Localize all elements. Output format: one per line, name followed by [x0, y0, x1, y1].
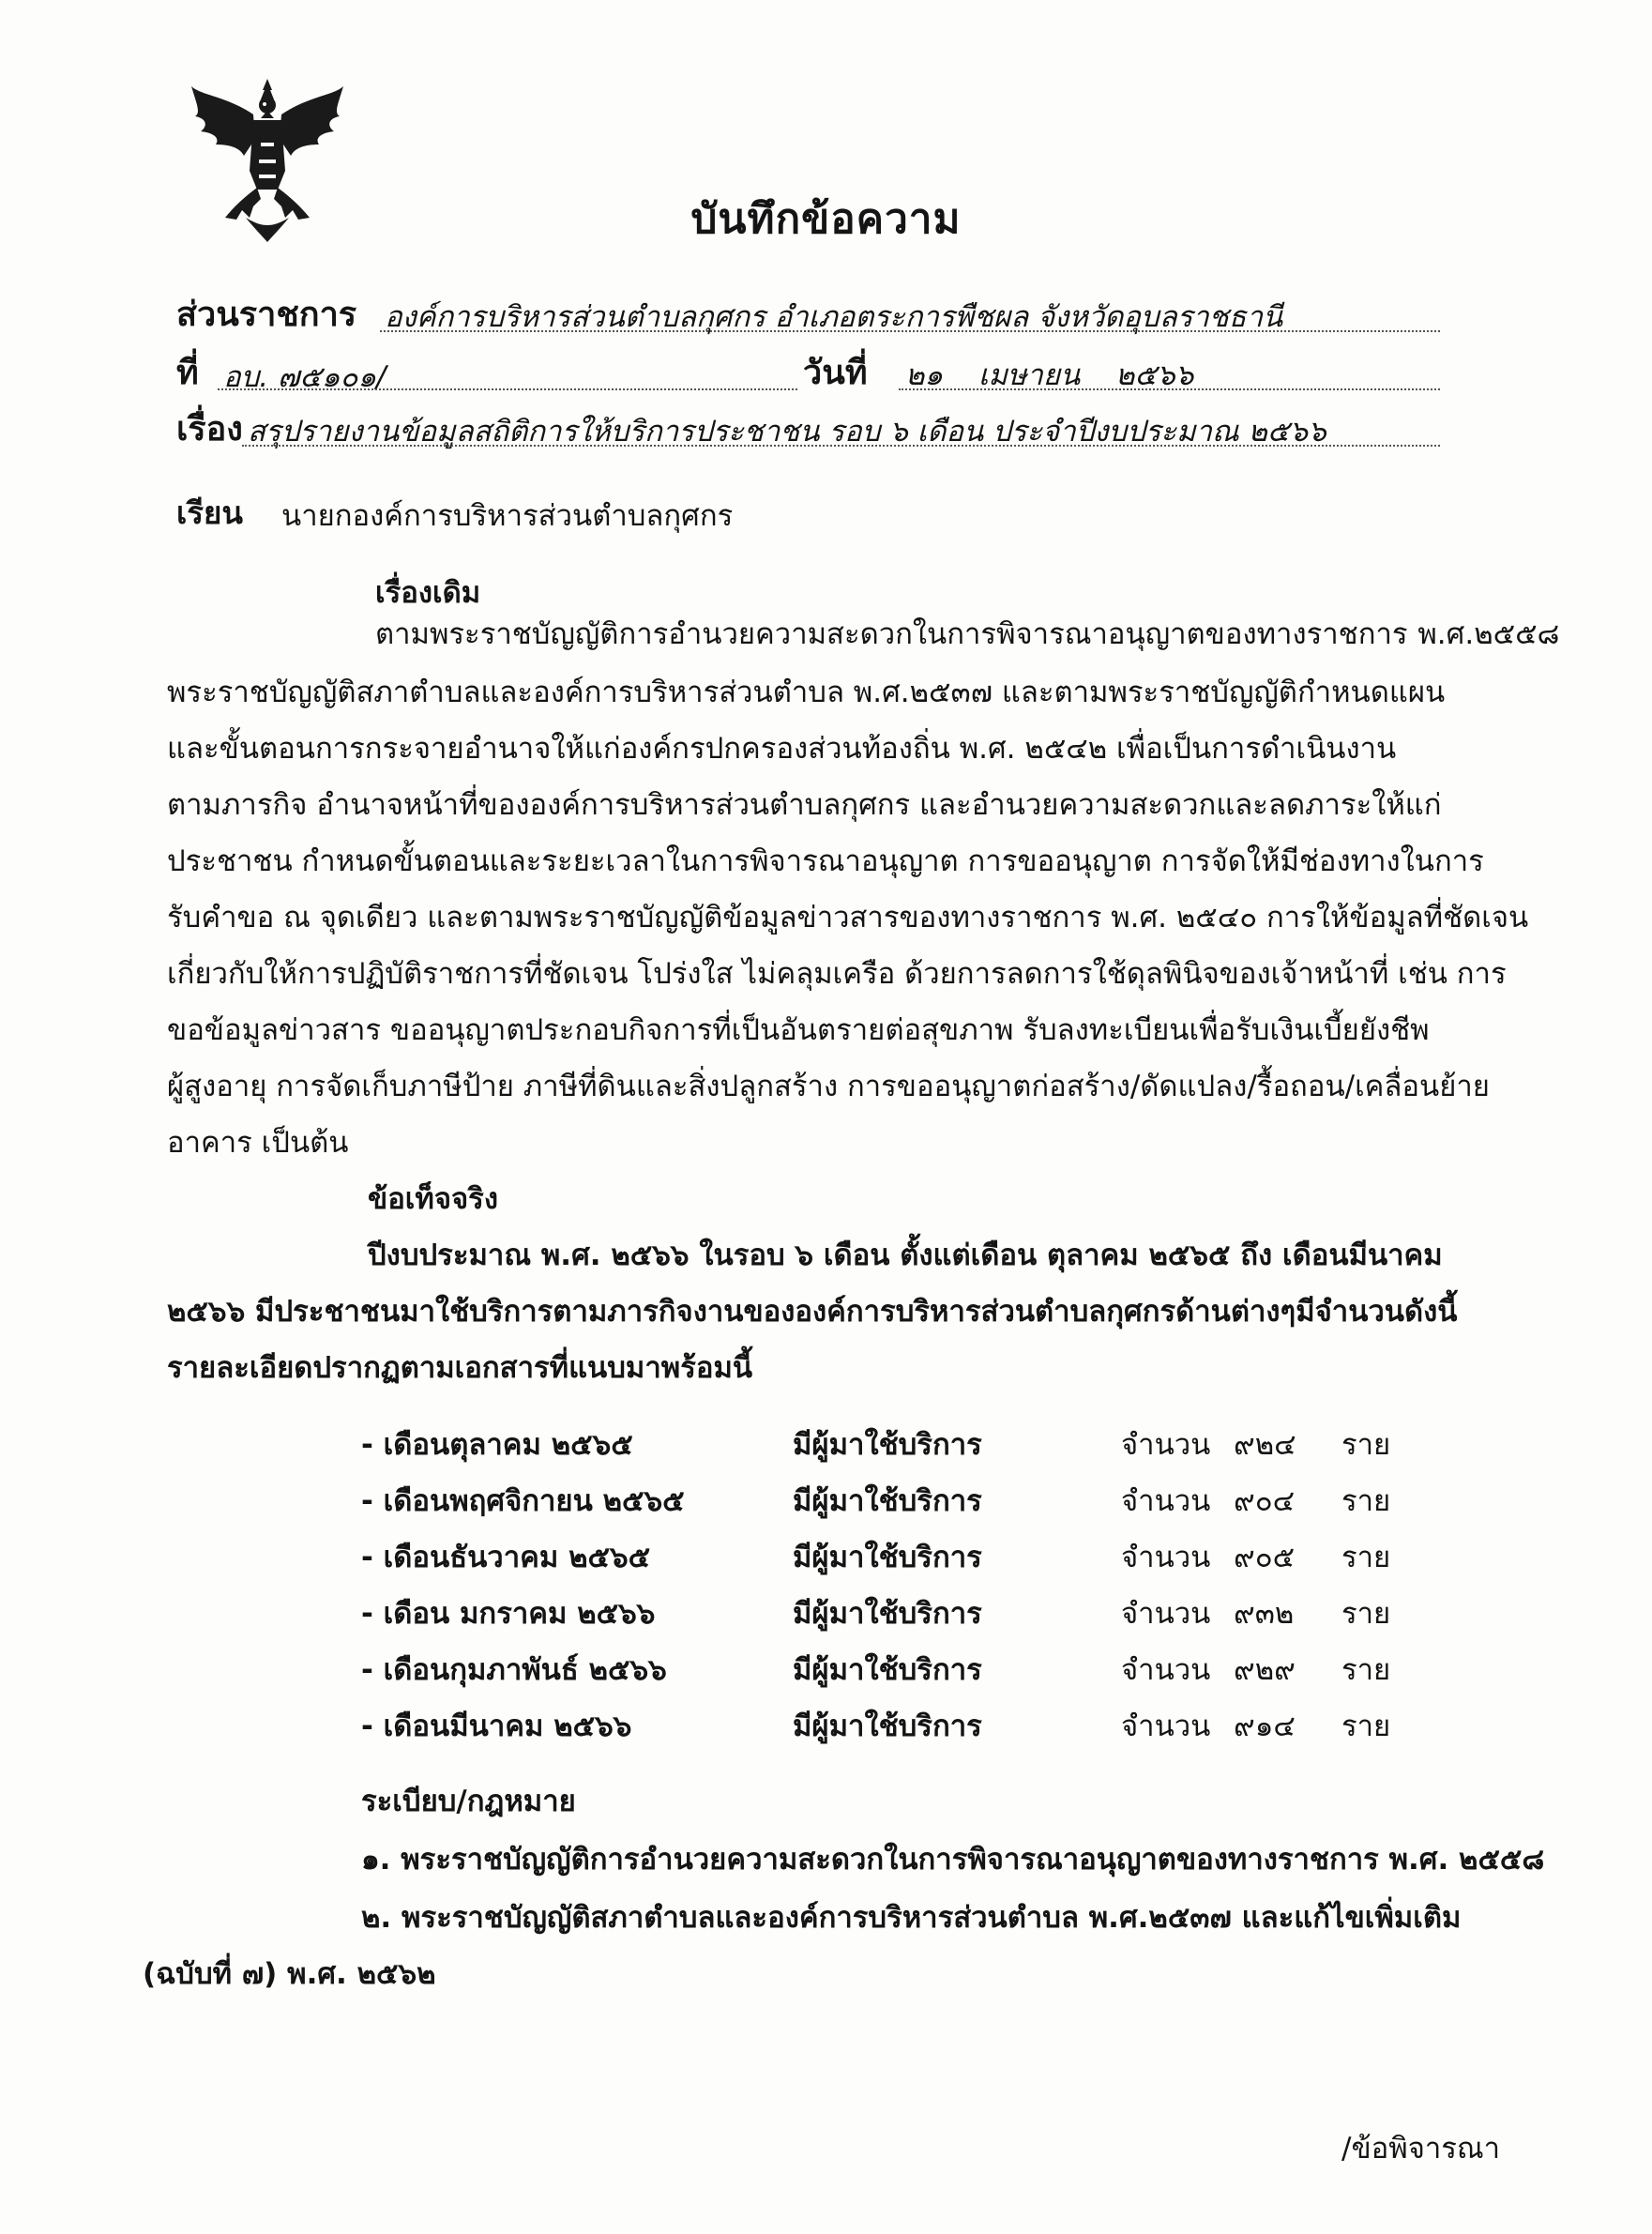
- background-line: และขั้นตอนการกระจายอำนาจให้แก่องค์กรปกครองส่วนท้องถิ่น พ.ศ. ๒๕๔๒ เพื่อเป็นการดำเนินงาน: [167, 732, 1397, 766]
- facts-heading: ข้อเท็จจริง: [368, 1182, 498, 1216]
- facts-line: รายละเอียดปรากฏตามเอกสารที่แนบมาพร้อมนี้: [167, 1351, 753, 1385]
- service-amount-label: จำนวน: [1121, 1541, 1211, 1574]
- background-line: ขอข้อมูลข่าวสาร ขออนุญาตประกอบกิจการที่เป็นอันตรายต่อสุขภาพ รับลงทะเบียนเพื่อรับเงินเบี้ยยังชีพ: [167, 1013, 1430, 1047]
- background-line: รับคำขอ ณ จุดเดียว และตามพระราชบัญญัติข้อมูลข่าวสารของทางราชการ พ.ศ. ๒๕๔๐ การให้ข้อมูลที่ชัดเจน: [167, 901, 1529, 935]
- service-amount-label: จำนวน: [1121, 1597, 1211, 1631]
- law-item-continuation: (ฉบับที่ ๗) พ.ศ. ๒๕๖๒: [143, 1957, 436, 1991]
- service-month: - เดือนตุลาคม ๒๕๖๕: [361, 1428, 633, 1462]
- law-item: ๑. พระราชบัญญัติการอำนวยความสะดวกในการพิจารณาอนุญาตของทางราชการ พ.ศ. ๒๕๕๘: [361, 1843, 1545, 1877]
- service-month: - เดือน มกราคม ๒๕๖๖: [361, 1597, 656, 1631]
- facts-line: ปีงบประมาณ พ.ศ. ๒๕๖๖ ในรอบ ๖ เดือน ตั้งแต่เดือน ตุลาคม ๒๕๖๕ ถึง เดือนมีนาคม: [368, 1239, 1443, 1272]
- service-month: - เดือนพฤศจิกายน ๒๕๖๕: [361, 1484, 685, 1518]
- service-unit: ราย: [1341, 1428, 1391, 1462]
- service-unit: ราย: [1341, 1597, 1391, 1631]
- service-row: [361, 1421, 1412, 1462]
- background-heading: เรื่องเดิม: [375, 576, 481, 610]
- service-count: ๙๓๒: [1234, 1597, 1295, 1631]
- agency-label: ส่วนราชการ: [176, 296, 357, 334]
- background-line: ประชาชน กำหนดขั้นตอนและระยะเวลาในการพิจารณาอนุญาต การขออนุญาต การจัดให้มีช่องทางในการ: [167, 844, 1484, 878]
- service-unit: ราย: [1341, 1710, 1391, 1743]
- continued-marker: /ข้อพิจารณา: [1341, 2132, 1501, 2166]
- to-label: เรียน: [176, 494, 243, 531]
- service-amount-label: จำนวน: [1121, 1653, 1211, 1687]
- ref-label: ที่: [176, 354, 199, 392]
- service-month: - เดือนมีนาคม ๒๕๖๖: [361, 1710, 632, 1743]
- subject-value: สรุปรายงานข้อมูลสถิติการให้บริการประชาชน รอบ ๖ เดือน ประจำปีงบประมาณ ๒๕๖๖: [248, 415, 1326, 448]
- service-row: [361, 1646, 1412, 1687]
- service-count: ๙๑๔: [1234, 1710, 1296, 1743]
- service-row: [361, 1477, 1412, 1518]
- service-unit: ราย: [1341, 1653, 1391, 1687]
- service-count: ๙๐๔: [1234, 1484, 1296, 1518]
- background-line: ตามภารกิจ อำนาจหน้าที่ขององค์การบริหารส่วนตำบลกุศกร และอำนวยความสะดวกและลดภาระให้แก่: [167, 788, 1442, 822]
- subject-label: เรื่อง: [176, 410, 243, 448]
- to-value: นายกองค์การบริหารส่วนตำบลกุศกร: [281, 499, 734, 533]
- service-unit: ราย: [1341, 1484, 1391, 1518]
- subject-dotted-line: [242, 445, 1440, 447]
- ref-value: อบ. ๗๕๑๐๑/: [223, 360, 386, 394]
- service-count: ๙๒๙: [1234, 1653, 1296, 1687]
- service-desc: มีผู้มาใช้บริการ: [793, 1710, 982, 1743]
- background-line: อาคาร เป็นต้น: [167, 1126, 349, 1160]
- service-desc: มีผู้มาใช้บริการ: [793, 1428, 982, 1462]
- facts-line: ๒๕๖๖ มีประชาชนมาใช้บริการตามภารกิจงานขององค์การบริหารส่วนตำบลกุศกรด้านต่างๆมีจำนวนดังนี้: [167, 1295, 1458, 1329]
- agency-dotted-line: [380, 330, 1440, 332]
- service-count: ๙๒๔: [1234, 1428, 1296, 1462]
- background-line: ผู้สูงอายุ การจัดเก็บภาษีป้าย ภาษีที่ดินและสิ่งปลูกสร้าง การขออนุญาตก่อสร้าง/ดัดแปลง/รื้อถอน/เคลื่อนย้าย: [167, 1070, 1490, 1103]
- service-row: [361, 1589, 1412, 1631]
- date-value: ๒๑ เมษายน ๒๕๖๖: [905, 358, 1194, 392]
- agency-value: องค์การบริหารส่วนตำบลกุศกร อำเภอตระการพืชผล จังหวัดอุบลราชธานี: [385, 300, 1283, 334]
- background-line: พระราชบัญญัติสภาตำบลและองค์การบริหารส่วนตำบล พ.ศ.๒๕๓๗ และตามพระราชบัญญัติกำหนดแผน: [167, 676, 1446, 709]
- laws-heading: ระเบียบ/กฎหมาย: [361, 1785, 576, 1818]
- background-line: เกี่ยวกับให้การปฏิบัติราชการที่ชัดเจน โปร่งใส ไม่คลุมเครือ ด้วยการลดการใช้ดุลพินิจของเจ้าหน้าที่ เช่น การ: [167, 957, 1507, 991]
- date-label: วันที่: [803, 354, 868, 392]
- service-desc: มีผู้มาใช้บริการ: [793, 1653, 982, 1687]
- service-desc: มีผู้มาใช้บริการ: [793, 1597, 982, 1631]
- ref-dotted-line: [218, 388, 797, 390]
- service-amount-label: จำนวน: [1121, 1710, 1211, 1743]
- memo-title: บันทึกข้อความ: [690, 195, 962, 243]
- service-desc: มีผู้มาใช้บริการ: [793, 1541, 982, 1574]
- service-unit: ราย: [1341, 1541, 1391, 1574]
- service-row: [361, 1702, 1412, 1743]
- service-count: ๙๐๕: [1234, 1541, 1296, 1574]
- date-dotted-line: [899, 388, 1440, 390]
- service-month: - เดือนธันวาคม ๒๕๖๕: [361, 1541, 651, 1574]
- service-amount-label: จำนวน: [1121, 1428, 1211, 1462]
- service-amount-label: จำนวน: [1121, 1484, 1211, 1518]
- service-desc: มีผู้มาใช้บริการ: [793, 1484, 982, 1518]
- service-row: [361, 1533, 1412, 1574]
- service-month: - เดือนกุมภาพันธ์ ๒๕๖๖: [361, 1653, 667, 1687]
- law-item: ๒. พระราชบัญญัติสภาตำบลและองค์การบริหารส่วนตำบล พ.ศ.๒๕๓๗ และแก้ไขเพิ่มเติม: [361, 1901, 1462, 1935]
- background-line: ตามพระราชบัญญัติการอำนวยความสะดวกในการพิจารณาอนุญาตของทางราชการ พ.ศ.๒๕๕๘: [375, 617, 1560, 651]
